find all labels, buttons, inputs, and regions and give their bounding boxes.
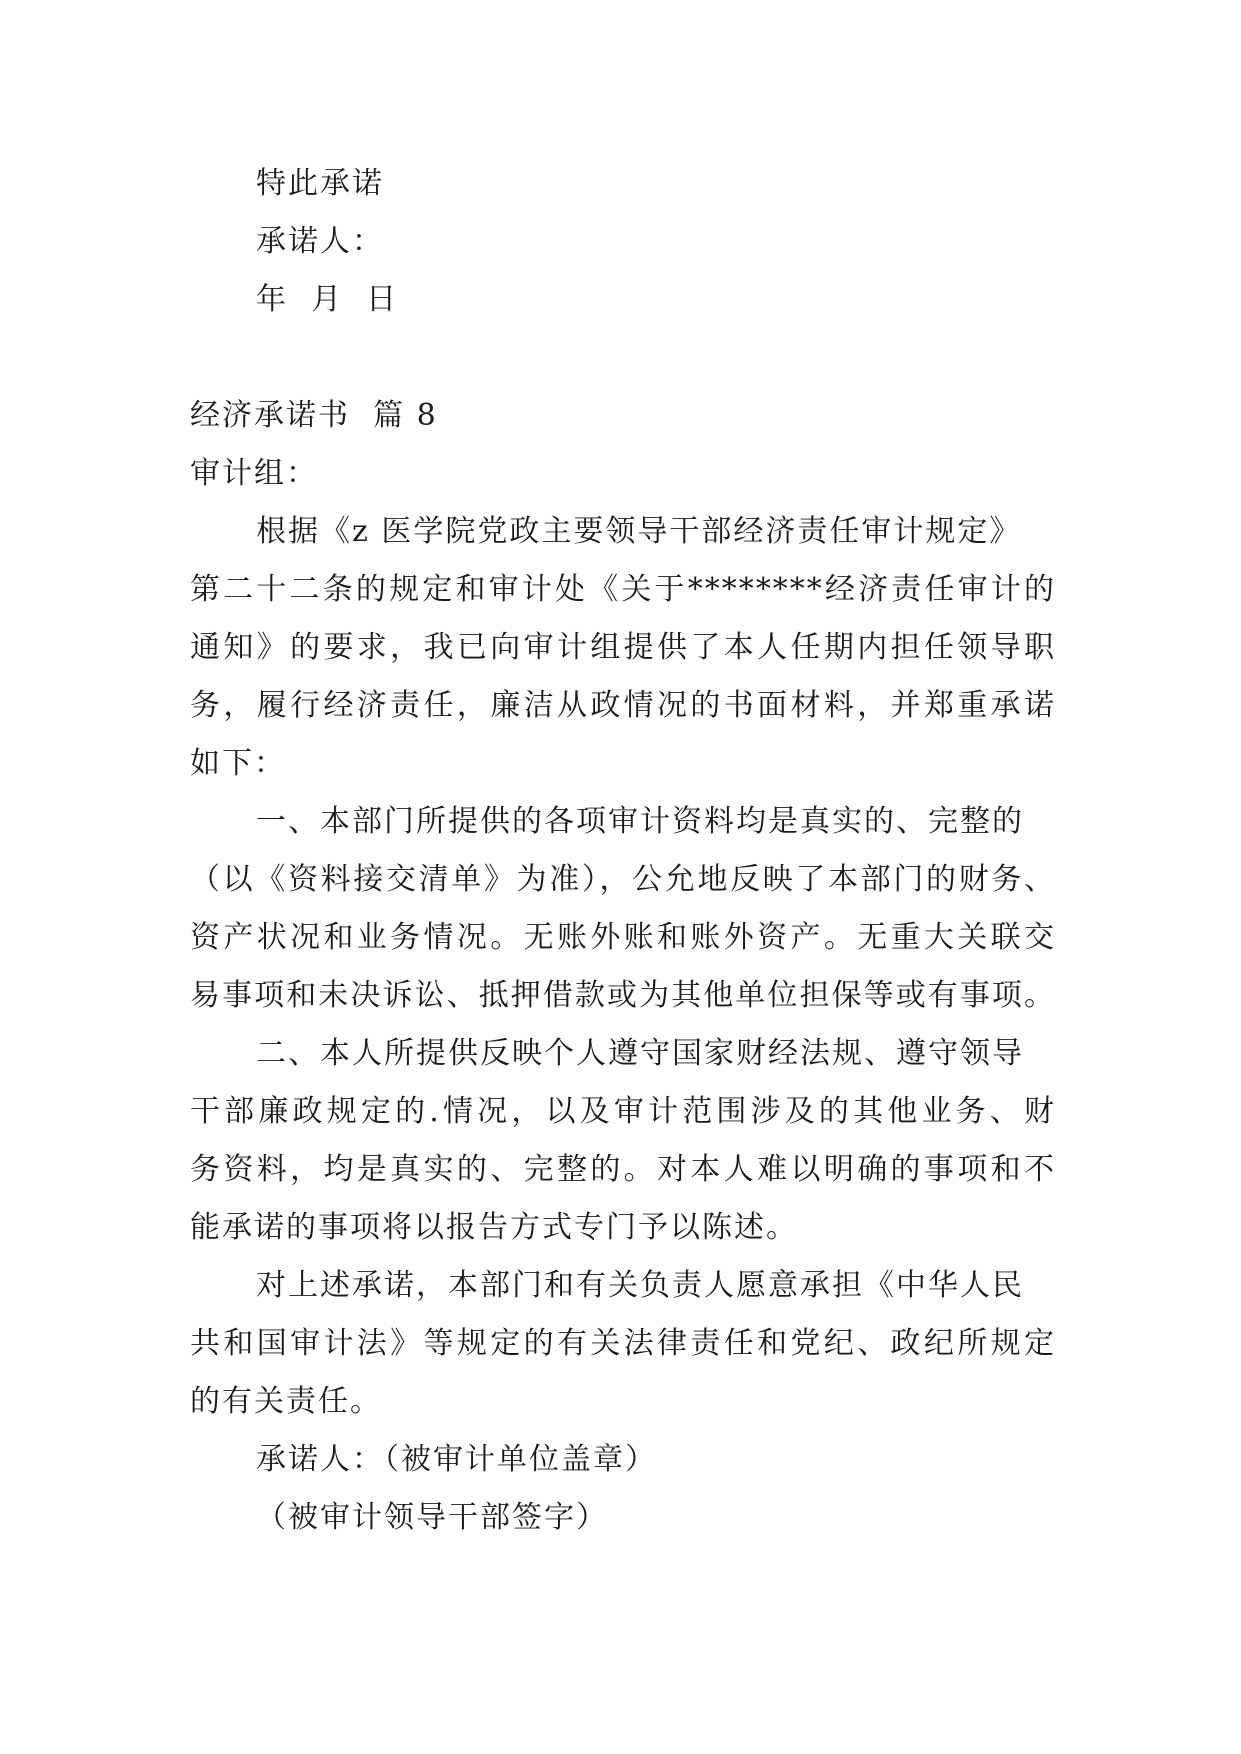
paragraph-line: 通知》的要求，我已向审计组提供了本人任期内担任领导职 [190, 630, 1056, 665]
paragraph-line: 能承诺的事项将以报告方式专门予以陈述。 [190, 1210, 798, 1245]
paragraph-line: 二、本人所提供反映个人遵守国家财经法规、遵守领导 [256, 1036, 1024, 1071]
date-line: 年 月 日 [256, 282, 399, 317]
addressee: 审计组： [190, 456, 318, 491]
paragraph-line: 易事项和未决诉讼、抵押借款或为其他单位担保等或有事项。 [190, 978, 1056, 1013]
paragraph-line: 资产状况和业务情况。无账外账和账外资产。无重大关联交 [190, 920, 1056, 955]
paragraph-line: 的有关责任。 [190, 1384, 382, 1419]
paragraph-line: 第二十二条的规定和审计处《关于********经济责任审计的 [190, 572, 1056, 607]
paragraph-line: （以《资料接交清单》为准），公允地反映了本部门的财务、 [190, 862, 1056, 897]
paragraph-line: 对上述承诺，本部门和有关负责人愿意承担《中华人民 [256, 1268, 1024, 1303]
paragraph-line: 共和国审计法》等规定的有关法律责任和党纪、政纪所规定 [190, 1326, 1056, 1361]
paragraph-line: 干部廉政规定的.情况，以及审计范围涉及的其他业务、财 [190, 1094, 1056, 1129]
paragraph-line: 务，履行经济责任，廉洁从政情况的书面材料，并郑重承诺 [190, 688, 1056, 723]
closing-text: 特此承诺 [256, 166, 384, 201]
paragraph-line: 根据《z 医学院党政主要领导干部经济责任审计规定》 [256, 514, 1022, 549]
promisor-label: 承诺人： [256, 224, 384, 259]
paragraph-line: 务资料，均是真实的、完整的。对本人难以明确的事项和不 [190, 1152, 1056, 1187]
signature-unit: 承诺人：（被审计单位盖章） [256, 1442, 657, 1477]
section-title: 经济承诺书 篇 8 [190, 398, 438, 433]
paragraph-line: 如下： [190, 746, 286, 781]
paragraph-line: 一、本部门所提供的各项审计资料均是真实的、完整的 [256, 804, 1024, 839]
signature-leader: （被审计领导干部签字） [256, 1500, 608, 1535]
